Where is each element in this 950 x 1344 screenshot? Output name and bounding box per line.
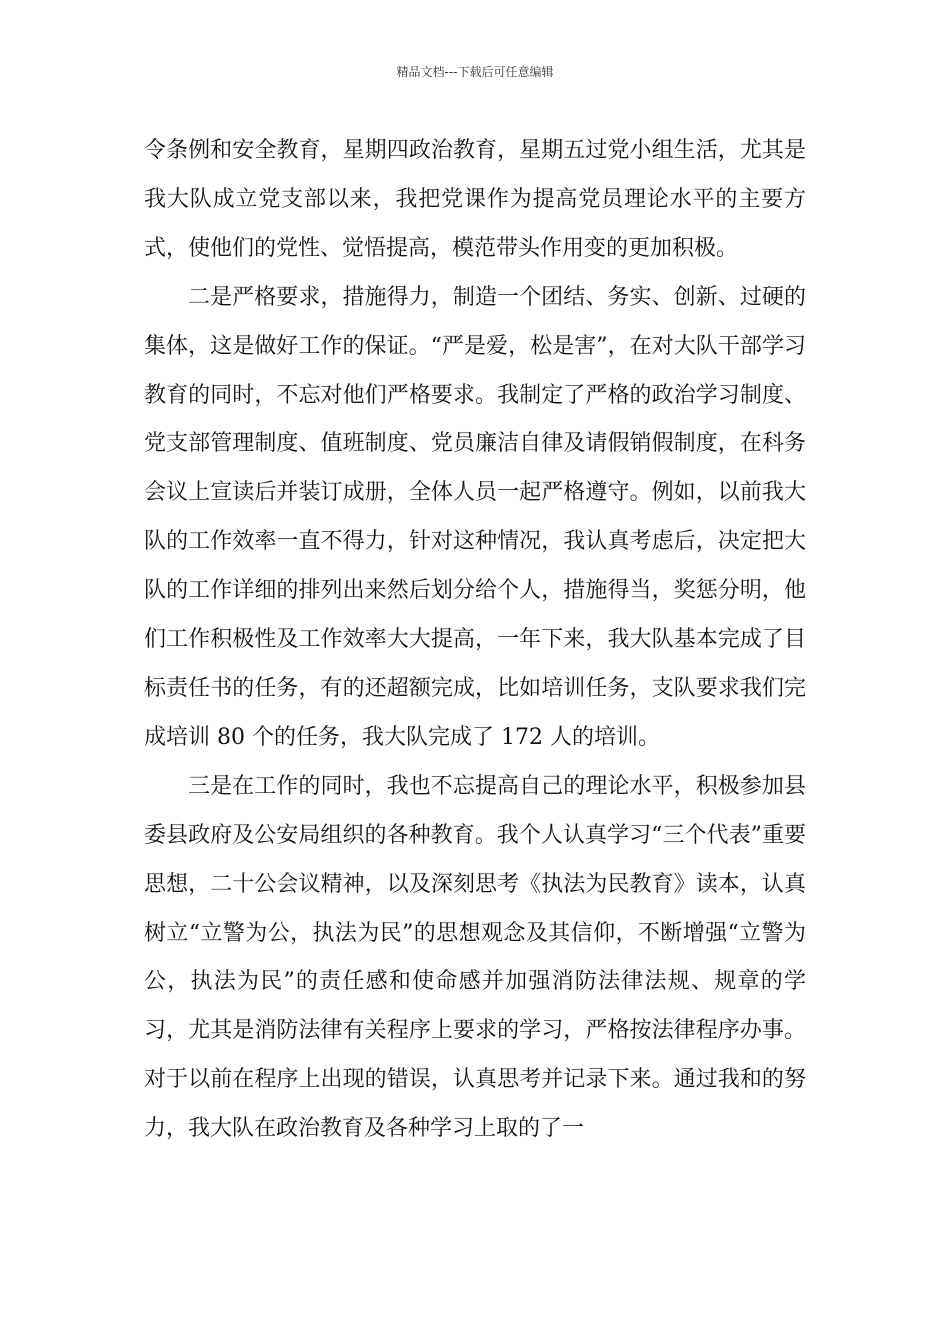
paragraph-continuation: 令条例和安全教育，星期四政治教育，星期五过党小组生活，尤其是我大队成立党支部以来，我把党课作为提高党员理论水平的主要方式，使他们的党性、觉悟提高，模范带头作用变的更加积极。 — [144, 138, 806, 261]
paragraph-strict-requirements: 二是严格要求，措施得力，制造一个团结、务实、创新、过硬的集体，这是做好工作的保证。“严是爱，松是害”，在对大队干部学习教育的同时，不忘对他们严格要求。我制定了严格的政治学习制度、党支部管理制度、值班制度、党员廉洁自律及请假销假制度，在科务会议上宣读后并装订成册，全体人员一起严格遵守。例如，以前我大队的工作效率一直不得力，针对这种情况，我认真考虑后，决定把大队的工作详细的排列出来然后划分给个人，措施得当，奖惩分明，他们工作积极性及工作效率大大提高，一年下来，我大队基本完成了目标责任书的任务，有的还超额完成，比如培训任务，支队要求我们完成培训 80 个的任务，我大队完成了 172 人的培训。 — [144, 284, 806, 750]
page-header: 精品文档---下载后可任意编辑 — [396, 65, 554, 79]
document-body — [144, 127, 806, 1154]
paragraph-theory-study: 三是在工作的同时，我也不忘提高自己的理论水平，积极参加县委县政府及公安局组织的各种教育。我个人认真学习“三个代表”重要思想，二十公会议精神，以及深刻思考《执法为民教育》读本，认真树立“立警为公，执法为民”的思想观念及其信仰，不断增强“立警为公，执法为民”的责任感和使命感并加强消防法律法规、规章的学习，尤其是消防法律有关程序上要求的学习，严格按法律程序办事。对于以前在程序上出现的错误，认真思考并记录下来。通过我和的努力，我大队在政治教育及各种学习上取的了一 — [144, 773, 806, 1142]
